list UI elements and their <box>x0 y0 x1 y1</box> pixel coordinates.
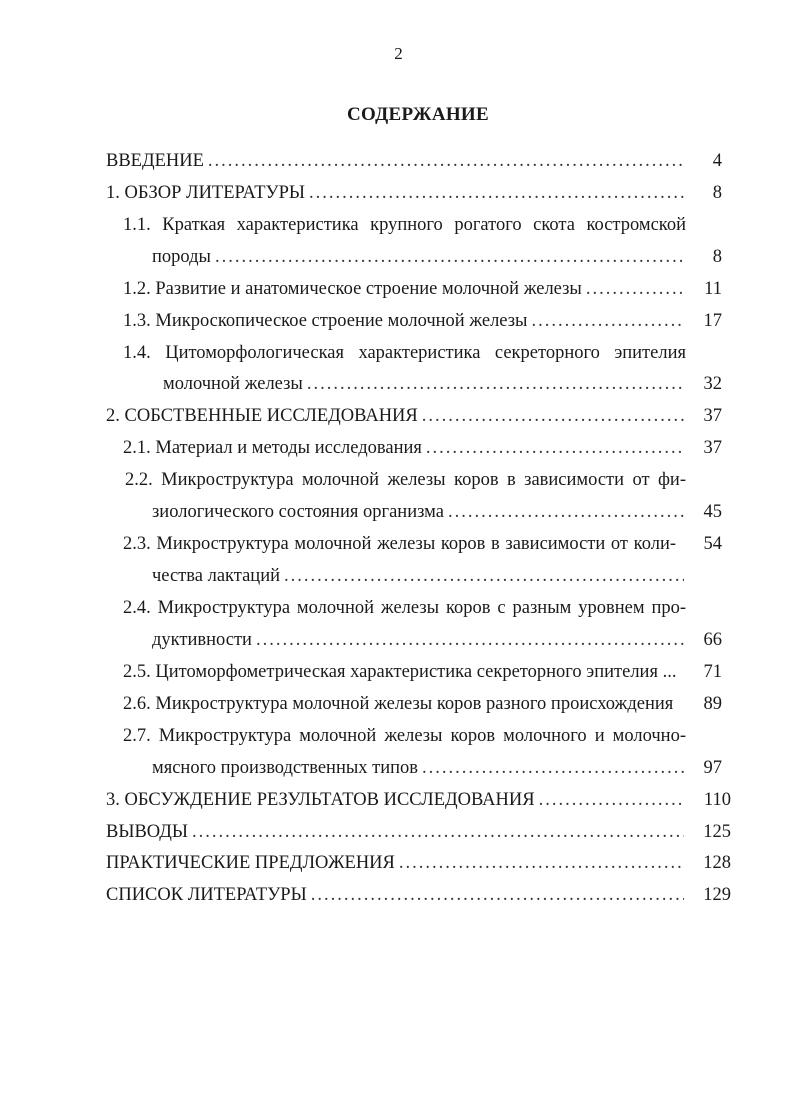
toc-entry-intro <box>106 150 684 172</box>
toc-entry-intro-text: ВВЕДЕНИЕ <box>106 151 204 171</box>
toc-entry-s2-1 <box>123 437 684 459</box>
toc-entry-s2-2-line2 <box>152 501 684 523</box>
toc-entry-references <box>106 884 684 906</box>
toc-entry-practical-page: 128 <box>703 853 731 873</box>
toc-entry-s1-4-line2 <box>163 373 684 395</box>
toc-entry-s2-4-line2 <box>152 629 684 651</box>
toc-entry-s2-2-page: 45 <box>703 502 722 522</box>
toc-entry-s2-1-page: 37 <box>703 438 722 458</box>
toc-entry-s2-3-page: 54 <box>703 534 722 554</box>
toc-entry-s1-3-page: 17 <box>703 311 722 331</box>
toc-entry-s2-6-page: 89 <box>703 694 722 714</box>
toc-entry-s3-page: 110 <box>703 790 731 810</box>
toc-entry-s2-4-page: 66 <box>703 630 722 650</box>
toc-entry-s1-3-text: 1.3. Микроскопическое строение молочной железы <box>123 311 528 331</box>
toc-entry-references-page: 129 <box>703 885 731 905</box>
toc-entry-s1-1-text: породы <box>152 247 211 267</box>
toc-entry-s2-2-text: зиологического состояния организма <box>152 502 444 522</box>
toc-entry-s2-2-line1: 2.2. Микроструктура молочной железы коров в зависимости от фи- <box>125 470 686 490</box>
toc-entry-practical <box>106 852 684 874</box>
toc-entry-s2-3-text: чества лактаций <box>152 566 281 586</box>
toc-title: СОДЕРЖАНИЕ <box>347 104 489 125</box>
toc-entry-s2-3-line2 <box>152 565 684 587</box>
toc-entry-s2-5-page: 71 <box>703 662 722 682</box>
toc-entry-s1-1-line1: 1.1. Краткая характеристика крупного рогатого скота костромской <box>123 215 686 235</box>
toc-entry-conclusions <box>106 821 684 843</box>
toc-entry-s1-4-text: молочной железы <box>163 374 303 394</box>
toc-entry-s1-3 <box>123 310 684 332</box>
toc-entry-references-text: СПИСОК ЛИТЕРАТУРЫ <box>106 885 307 905</box>
toc-entry-s3 <box>106 789 684 811</box>
toc-entry-conclusions-text: ВЫВОДЫ <box>106 822 189 842</box>
toc-entry-s1-page: 8 <box>712 183 722 203</box>
toc-entry-s1-text: 1. ОБЗОР ЛИТЕРАТУРЫ <box>106 183 306 203</box>
toc-entry-intro-page: 4 <box>712 151 722 171</box>
toc-entry-s2-page: 37 <box>703 406 722 426</box>
toc-entry-practical-text: ПРАКТИЧЕСКИЕ ПРЕДЛОЖЕНИЯ <box>106 853 395 873</box>
toc-entry-s2-1-text: 2.1. Материал и методы исследования <box>123 438 422 458</box>
toc-entry-s2 <box>106 405 684 427</box>
toc-entry-s1-2-text: 1.2. Развитие и анатомическое строение молочной железы <box>123 279 582 299</box>
toc-entry-s1-4-line1: 1.4. Цитоморфологическая характеристика секреторного эпителия <box>123 343 686 363</box>
toc-entry-s2-4-text: дуктивности <box>152 630 252 650</box>
toc-entry-s1-2 <box>123 278 684 300</box>
toc-entry-s3-text: 3. ОБСУЖДЕНИЕ РЕЗУЛЬТАТОВ ИССЛЕДОВАНИЯ <box>106 790 535 810</box>
toc-entry-s1-4-page: 32 <box>703 374 722 394</box>
page-number: 2 <box>394 44 403 63</box>
toc-entry-conclusions-page: 125 <box>703 822 731 842</box>
toc-entry-s1-1-page: 8 <box>712 247 722 267</box>
toc-entry-s2-3-line1: 2.3. Микроструктура молочной железы коров в зависимости от коли- <box>123 534 676 554</box>
toc-entry-s2-7-text: мясного производственных типов <box>152 758 419 778</box>
toc-entry-s2-5: 2.5. Цитоморфометрическая характеристика секреторного эпителия ... <box>123 662 677 682</box>
toc-entry-s2-text: 2. СОБСТВЕННЫЕ ИССЛЕДОВАНИЯ <box>106 406 418 426</box>
toc-entry-s1 <box>106 182 684 204</box>
toc-entry-s1-1-line2 <box>152 246 684 268</box>
toc-entry-s2-7-line2 <box>152 757 684 779</box>
toc-entry-s2-7-page: 97 <box>703 758 722 778</box>
toc-entry-s2-6: 2.6. Микроструктура молочной железы коров разного происхождения <box>123 694 674 714</box>
toc-entry-s1-2-page: 11 <box>704 279 722 299</box>
toc-entry-s2-7-line1: 2.7. Микроструктура молочной железы коров молочного и молочно- <box>123 726 686 746</box>
toc-entry-s2-4-line1: 2.4. Микроструктура молочной железы коров с разным уровнем про- <box>123 598 686 618</box>
